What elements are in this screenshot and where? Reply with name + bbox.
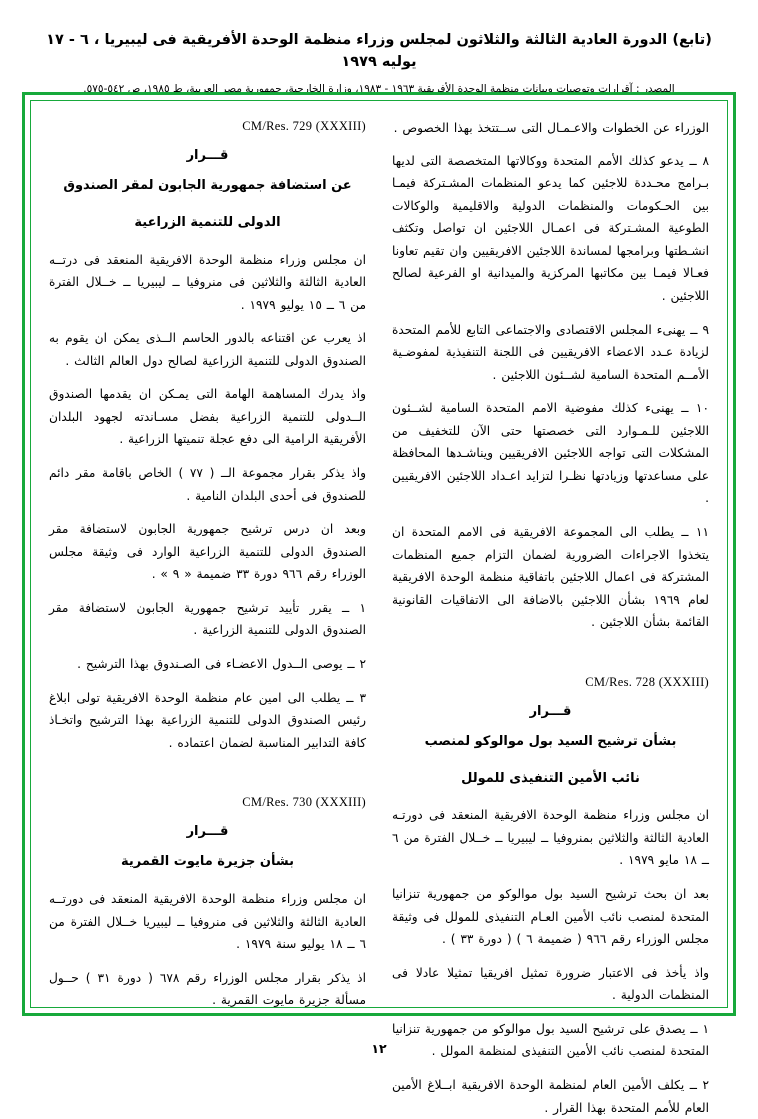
paragraph: ٢ ــ يكلف الأمين العام لمنظمة الوحدة الافريقية ابــلاغ الأمين العام للأمم المتحدة بهذا القرار . — [392, 1077, 709, 1115]
resolution-title-728-line1: بشأن ترشيح السيد بول موالوكو لمنصب — [424, 733, 677, 749]
paragraph: وبعد ان درس ترشيح جمهورية الجابون لاستضافة مقر الصندوق الدولى للتنمية الزراعية الوارد فى وثيقة مجلس الوزراء رقم ٩٦٦ دورة ٣٣ ضميمة « ٩ » . — [49, 522, 366, 582]
paragraph: ان مجلس وزراء منظمة الوحدة الافريقية المنعقد فى دورتـه العادية الثالثة والثلاثين بمنروفيا ــ ليبيريا ــ خــلال الفترة من ٦ ــ ١٨ مايو ١٩٧٩ . — [392, 808, 709, 868]
paragraph: ٣ ــ يطلب الى امين عام منظمة الوحدة الافريقية تولى ابلاغ رئيس الصندوق الدولى للتنمية الزراعية بهذا الترشيح واتخـاذ كافة التدابير المناسبة لضمان اعتماده . — [49, 690, 366, 750]
resolution-label-730: قـــرار — [186, 824, 229, 840]
paragraph: ان مجلس وزراء منظمة الوحدة الافريقية المنعقد فى دورتــه العادية الثالثة والثلاثين فى منروفيا ــ ليبيريا خــلال الفترة من ٦ ــ ١٨ يوليو سنة ١٩٧٩ . — [49, 891, 366, 952]
paragraph: اذ يذكر بقرار مجلس الوزراء رقم ٦٧٨ ( دورة ٣١ ) حــول مسألة جزيرة مايوت القمرية . — [49, 970, 366, 1008]
page-header — [0, 0, 758, 97]
header-title: (تابع) الدورة العادية الثالثة والثلاثون لمجلس وزراء منظمة الوحدة الأفريقية فى ليبيريا ، ٦ - ١٧ يوليه ١٩٧٩ — [46, 32, 712, 70]
paragraph: واذ يأخذ فى الاعتبار ضرورة تمثيل افريقيا تمثيلا عادلا فى المنظمات الدولية . — [392, 965, 709, 1003]
paragraph: الوزراء عن الخطوات والاعـمـال التى ســتتخذ بهذا الخصوص . — [393, 121, 709, 135]
resolution-id-729: CM/Res. 729 (XXXIII) — [242, 119, 366, 133]
resolution-id-728: CM/Res. 728 (XXXIII) — [585, 674, 709, 689]
paragraph: ١٠ ــ يهنىء كذلك مفوضية الامم المتحدة السامية لشــئون اللاجئين للـمـوارد التى خصصتها حتى الآن للتخفيف من المشكلات التى تواجه اللاجئين الافريقيين ويناشـدها المحافظة على مساعدتها وزيادتها نظـرا لتزايد اعـداد اللاجئين الافريقيين . — [392, 401, 709, 506]
paragraph: ٩ ــ يهنىء المجلس الاقتصادى والاجتماعى التابع للأمم المتحدة لزيادة عـدد الاعضاء الافريقيين فى اللجنة التنفيذية لمفوضـية الأمــم المتحدة السامية لشــئون اللاجئين . — [392, 322, 709, 382]
paragraph: واذ يدرك المساهمة الهامة التى يمـكن ان يقدمها الصندوق الــدولى للتنمية الزراعية بفضل مسـاندته لجهود البلدان الأفريقية الرامية الى دفع عجلة تنميتها الزراعية . — [49, 387, 366, 447]
resolution-label-728: قـــرار — [529, 703, 572, 719]
paragraph: ٨ ــ يدعو كذلك الأمم المتحدة ووكالاتها المتخصصة التى لديها بـرامج محـددة للاجئين كما يدعو المنظمات المشـتركة فيمـا بين الحـكومات والمنظمات الدولية والاقليمية والوكالات الطوعية المشـتركة فى اعمـال اللاجئين ان تواصل وتكثف انشـطتها وبرامجها لمساندة اللاجئين الافريقيين وان تقيم تعاونا فعـالا فيمـا بين مكاتبها المركزية والميدانية او الفرعية لصالح اللاجئين . — [392, 153, 709, 303]
column-left — [49, 117, 366, 1008]
resolution-title-729-line2: الدولى للتنمية الزراعية — [134, 214, 281, 230]
resolution-label-729: قـــرار — [186, 148, 229, 163]
section-spacer — [392, 645, 709, 671]
paragraph: بعد ان بحث ترشيح السيد بول موالوكو من جمهورية تنزانيا المتحدة لمنصب نائب الأمين العـام التنفيذى للمولل فى وثيقة مجلس الوزراء رقم ٩٦٦ ( ضميمة ٦ ) ( دورة ٣٣ ) . — [392, 887, 709, 947]
paragraph: اذ يعرب عن اقتناعه بالدور الحاسم الــذى يمكن ان يقوم به الصندوق الدولى للتنمية الزراعية لصالح دول العالم الثالث . — [49, 331, 366, 368]
paragraph: ١١ ــ يطلب الى المجموعة الافريقية فى الامم المتحدة ان يتخذوا الاجراءات الضرورية لضمان التزام جميع المنظمات المشتركة فى اعمال اللاجئين باتفاقية منظمة الوحدة الافريقية لعام ١٩٦٩ بشأن اللاجئين بالاضافة الى الاتفاقيات القانونية القائمة بشأن اللاجئين . — [392, 525, 709, 630]
paragraph: ان مجلس وزراء منظمة الوحدة الافريقية المنعقد فى درتــه العادية الثالثة والثلاثين فى منروفيا ــ ليبيريا ــ خــلال الفترة من ٦ ــ ١٥ يوليو ١٩٧٩ . — [49, 252, 366, 312]
header-source: المصدر : آقرارات وتوصيات وبيانات منظمة الوحدة الأفريقية ١٩٦٣ - ١٩٨٣، وزارة الخارجية، جمهورية مصر العربية، ط ١٩٨٥، ص ٥٤٢-٥٧٥. — [83, 82, 675, 95]
resolution-id-730: CM/Res. 730 (XXXIII) — [242, 795, 366, 810]
page-number: ١٢ — [371, 1041, 387, 1056]
paragraph: ١ ــ يصدق على ترشيح السيد بول موالوكو من جمهورية تنزانيا المتحدة لمنصب نائب الأمين التنفيذى لمنظمة المولل . — [392, 1021, 709, 1059]
resolution-title-728-line2: نائب الأمين التنفيذى للمولل — [461, 770, 640, 786]
column-right — [392, 117, 709, 1115]
paragraph: واذ يذكر بقرار مجموعة الــ ( ٧٧ ) الخاص باقامة مقر دائم للصندوق فى أحدى البلدان النامية . — [49, 466, 366, 503]
resolution-title-729-line1: عن استضافة جمهورية الجابون لمقر الصندوق — [63, 178, 352, 193]
paragraph: ٢ ــ يوصى الــدول الاعضـاء فى الصـندوق بهذا الترشيح . — [77, 656, 366, 671]
section-spacer — [49, 765, 366, 791]
resolution-title-730-line1: بشأن جزيرة مايوت القمرية — [120, 854, 295, 870]
paragraph: ١ ــ يقرر تأييد ترشيح جمهورية الجابون لاستضافة مقر الصندوق الدولى للتنمية الزراعية . — [49, 600, 366, 638]
